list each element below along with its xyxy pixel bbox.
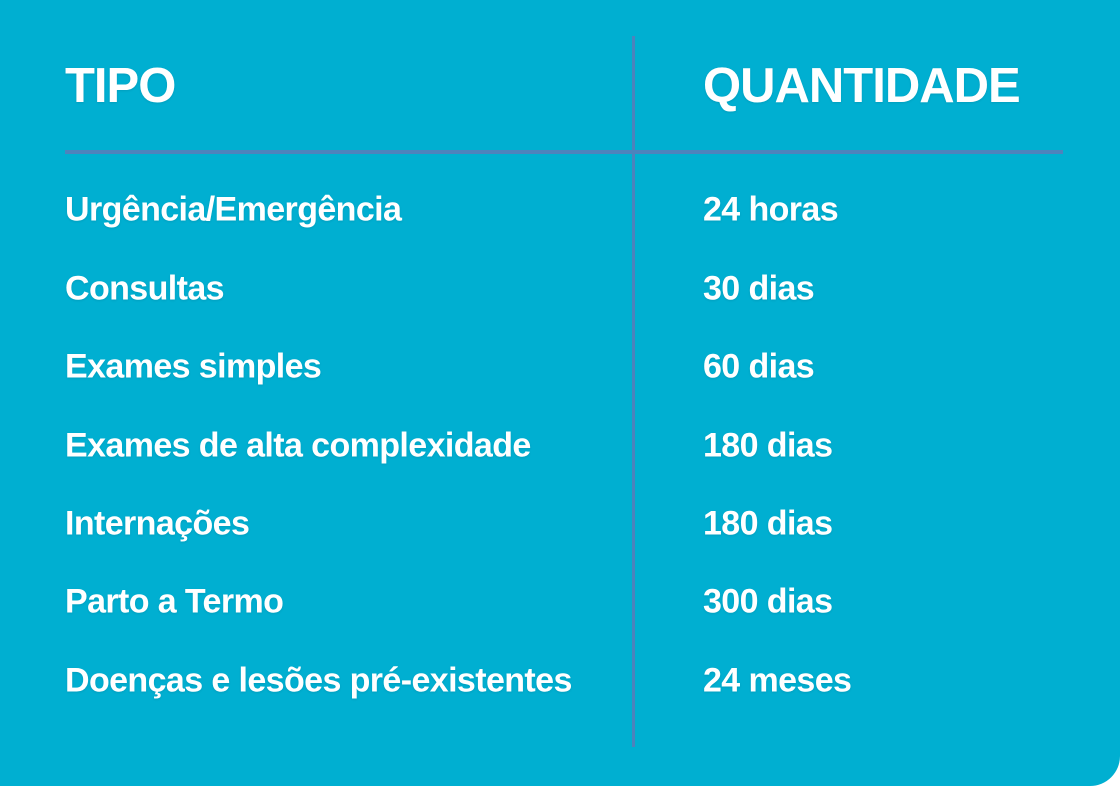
row-type-label: Urgência/Emergência — [65, 190, 402, 229]
row-quantity-value: 24 meses — [703, 661, 852, 700]
row-quantity-value: 24 horas — [703, 190, 839, 229]
row-type-label: Internações — [65, 504, 250, 543]
row-type-label: Exames simples — [65, 347, 322, 386]
row-type-label: Exames de alta complexidade — [65, 426, 531, 465]
column-header-tipo: TIPO — [65, 58, 176, 113]
row-type-label: Doenças e lesões pré-existentes — [65, 661, 572, 700]
row-quantity-value: 180 dias — [703, 426, 833, 465]
row-quantity-value: 30 dias — [703, 269, 815, 308]
column-header-quantidade: QUANTIDADE — [703, 58, 1020, 113]
row-quantity-value: 300 dias — [703, 582, 833, 621]
row-type-label: Parto a Termo — [65, 582, 284, 621]
row-quantity-value: 180 dias — [703, 504, 833, 543]
row-quantity-value: 60 dias — [703, 347, 815, 386]
row-type-label: Consultas — [65, 269, 224, 308]
